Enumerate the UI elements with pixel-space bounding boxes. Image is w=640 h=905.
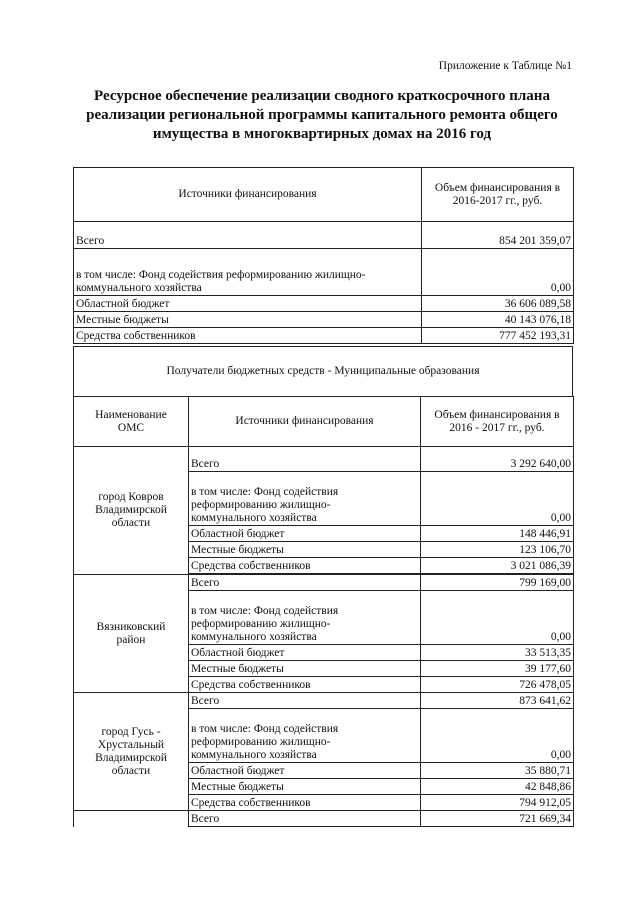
table-row bbox=[74, 811, 574, 827]
row-label: Средства собственников bbox=[189, 795, 421, 811]
table-row bbox=[74, 222, 574, 249]
oms-header-sources: Источники финансирования bbox=[189, 397, 421, 447]
title-line: имущества в многоквартирных домах на 2016 год bbox=[152, 126, 492, 142]
row-label: Местные бюджеты bbox=[189, 779, 421, 795]
row-value: 42 848,86 bbox=[421, 779, 574, 795]
row-label bbox=[189, 709, 421, 763]
row-label: Местные бюджеты bbox=[189, 542, 421, 558]
name-line: город Гусь - bbox=[101, 725, 161, 738]
label-line: коммунального хозяйства bbox=[191, 631, 317, 643]
document-title bbox=[70, 87, 574, 144]
row-value: 0,00 bbox=[422, 249, 574, 296]
row-label: Всего bbox=[189, 811, 421, 827]
municipality-name bbox=[74, 693, 189, 811]
row-value: 3 021 086,39 bbox=[421, 558, 574, 574]
row-value: 794 912,05 bbox=[421, 795, 574, 811]
row-value: 0,00 bbox=[421, 472, 574, 526]
label-line: в том числе: Фонд содействия bbox=[191, 486, 339, 498]
municipality-name bbox=[74, 811, 189, 827]
label-line: коммунального хозяйства bbox=[191, 749, 317, 761]
row-label: Областной бюджет bbox=[189, 645, 421, 661]
municipality-name bbox=[74, 447, 189, 575]
name-line: район bbox=[116, 633, 146, 646]
name-line: Владимирской bbox=[95, 751, 167, 764]
summary-table bbox=[73, 167, 574, 344]
name-line: город Ковров bbox=[98, 491, 164, 503]
row-value: 35 880,71 bbox=[421, 763, 574, 779]
row-value: 39 177,60 bbox=[421, 661, 574, 677]
row-value: 873 641,62 bbox=[421, 693, 574, 709]
row-label: Средства собственников bbox=[189, 677, 421, 693]
header-volume-line: Объем финансирования в bbox=[434, 181, 561, 194]
table-row bbox=[74, 575, 574, 591]
row-label: Всего bbox=[189, 693, 421, 709]
oms-header-row bbox=[74, 397, 574, 447]
label-line: реформированию жилищно- bbox=[191, 736, 331, 748]
header-volume-line: 2016-2017 гг., руб. bbox=[452, 194, 543, 207]
row-label: Местные бюджеты bbox=[189, 661, 421, 677]
recipients-header: Получатели бюджетных средств - Муниципальные образования bbox=[74, 347, 573, 397]
row-value: 40 143 076,18 bbox=[422, 312, 574, 328]
name-line: Владимирской bbox=[95, 504, 167, 516]
row-label: Средства собственников bbox=[189, 558, 421, 574]
recipients-table bbox=[73, 346, 573, 397]
label-line: в том числе: Фонд содействия реформированию жилищно- bbox=[76, 269, 366, 281]
row-value: 721 669,34 bbox=[421, 811, 574, 827]
row-label bbox=[189, 472, 421, 526]
summary-header-sources: Источники финансирования bbox=[74, 168, 422, 222]
row-value: 0,00 bbox=[421, 709, 574, 763]
label-line: в том числе: Фонд содействия bbox=[191, 605, 339, 617]
table-row bbox=[74, 312, 574, 328]
title-line: Ресурсное обеспечение реализации сводного краткосрочного плана bbox=[94, 88, 550, 104]
oms-header-name bbox=[74, 397, 189, 447]
table-row bbox=[74, 249, 574, 296]
header-volume-line: Объем финансирования в bbox=[434, 408, 560, 421]
oms-header-volume bbox=[421, 397, 574, 447]
name-line: Хрустальный bbox=[97, 738, 165, 751]
label-line: реформированию жилищно- bbox=[191, 499, 331, 511]
row-label: Областной бюджет bbox=[189, 763, 421, 779]
title-line: реализации региональной программы капитального ремонта общего bbox=[86, 107, 558, 123]
row-label: Областной бюджет bbox=[74, 296, 422, 312]
summary-header-volume bbox=[422, 168, 574, 222]
table-row bbox=[74, 296, 574, 312]
label-line: в том числе: Фонд содействия bbox=[191, 723, 339, 735]
row-label: Средства собственников bbox=[74, 328, 422, 344]
row-value: 799 169,00 bbox=[421, 575, 574, 591]
row-value: 726 478,05 bbox=[421, 677, 574, 693]
label-line: коммунального хозяйства bbox=[191, 512, 317, 524]
header-name-line: Наименование bbox=[95, 408, 167, 421]
row-value: 777 452 193,31 bbox=[422, 328, 574, 344]
row-label: Всего bbox=[189, 447, 421, 472]
label-line: коммунального хозяйства bbox=[76, 282, 202, 294]
row-label: Местные бюджеты bbox=[74, 312, 422, 328]
municipality-name bbox=[74, 575, 189, 693]
table-row bbox=[74, 447, 574, 472]
table-row bbox=[74, 328, 574, 344]
row-value: 0,00 bbox=[421, 591, 574, 645]
name-line: области bbox=[111, 517, 151, 529]
name-line: области bbox=[111, 764, 151, 777]
summary-header-row bbox=[74, 168, 574, 222]
name-line: Вязниковский bbox=[96, 620, 166, 633]
row-value: 123 106,70 bbox=[421, 542, 574, 558]
row-label: Областной бюджет bbox=[189, 526, 421, 542]
row-label: Всего bbox=[189, 575, 421, 591]
row-value: 36 606 089,58 bbox=[422, 296, 574, 312]
appendix-note: Приложение к Таблице №1 bbox=[438, 60, 572, 72]
header-name-line: ОМС bbox=[117, 421, 145, 434]
row-value: 33 513,35 bbox=[421, 645, 574, 661]
row-value: 3 292 640,00 bbox=[421, 447, 574, 472]
row-value: 854 201 359,07 bbox=[422, 222, 574, 249]
row-value: 148 446,91 bbox=[421, 526, 574, 542]
table-row bbox=[74, 693, 574, 709]
header-volume-line: 2016 - 2017 гг., руб. bbox=[449, 421, 545, 434]
oms-table bbox=[73, 396, 574, 827]
row-label bbox=[189, 591, 421, 645]
row-label: Всего bbox=[74, 222, 422, 249]
row-label bbox=[74, 249, 422, 296]
label-line: реформированию жилищно- bbox=[191, 618, 331, 630]
